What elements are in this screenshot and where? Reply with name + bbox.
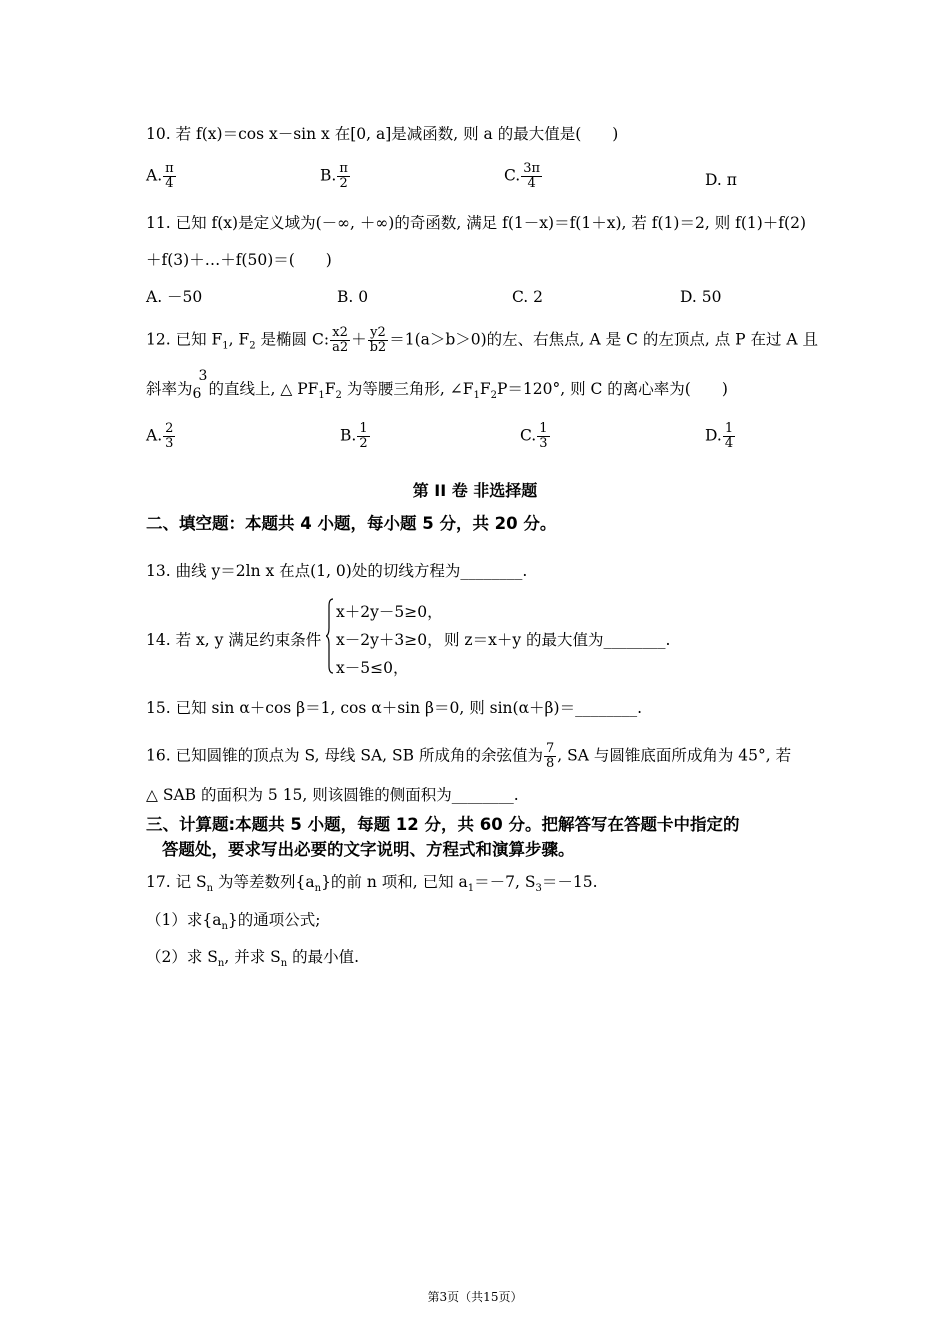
ellipse-y-fraction: $\frac{y2}{b2}$ xyxy=(369,325,387,355)
fraction: $\frac{1}{3}$ xyxy=(539,421,548,451)
section-3-heading-line2: 答题处，要求写出必要的文字说明、方程式和演算步骤。 xyxy=(162,840,575,859)
option-label: B. xyxy=(320,166,337,185)
q10-option-d: D. π xyxy=(705,171,737,189)
question-10: 10. 若 f(x)＝cos x－sin x 在[0, a]是减函数, 则 a 的最大值是( ) xyxy=(146,125,619,143)
question-11-line1: 11. 已知 f(x)是定义域为(－∞, ＋∞)的奇函数, 满足 f(1－x)＝f(1＋x), 若 f(1)＝2, 则 f(1)＋f(2) xyxy=(146,214,807,232)
question-16-line1: 16. 已知圆锥的顶点为 S, 母线 SA, SB 所成角的余弦值为 $\frac{7}{8}$ , SA 与圆锥底面所成角为 45°, 若 xyxy=(146,741,792,771)
question-17-part-1: （1）求$\{a_n\}$的通项公式; xyxy=(146,911,321,933)
q10-option-c xyxy=(504,162,543,191)
q14-constraint-2: x－2y＋3≥0， xyxy=(336,631,443,649)
fraction: $\frac{2}{3}$ xyxy=(165,421,174,451)
left-brace-icon xyxy=(326,598,334,674)
question-14-lead: 14. 若 x, y 满足约束条件 xyxy=(146,631,322,649)
q11-option-a: A. －50 xyxy=(146,288,203,306)
q14-constraint-3: x－5≤0， xyxy=(336,659,409,677)
q12-option-a: A. $\frac{2}{3}$ xyxy=(146,421,174,451)
q12-option-b: B. $\frac{1}{2}$ xyxy=(340,421,368,451)
part-2-title: 第 II 卷 非选择题 xyxy=(412,481,538,500)
question-17-part-2: （2）求 $S_n$, 并求 $S_n$ 的最小值. xyxy=(146,948,360,970)
q12-option-d: D. $\frac{1}{4}$ xyxy=(705,421,734,451)
question-12-line2: 斜率为 3 6 的直线上, △ $PF_1F_2$ 为等腰三角形, $\angle F_1F_2P=120^\circ$, 则 C 的离心率为( ) xyxy=(146,368,728,402)
fraction: $\frac{1}{2}$ xyxy=(359,421,368,451)
fraction: $\frac{\pi}{2}$ xyxy=(339,161,348,191)
question-12-line1: 12. 已知 $F_1$, $F_2$ 是椭圆 C: $\frac{x2}{a2}$ ＋ $\frac{y2}{b2}$ ＝1(a＞b＞0)的左、右焦点, A 是 C 的左顶点, 点 P 在过 A 且 xyxy=(146,325,819,355)
question-15: 15. 已知 sin α＋cos β＝1, cos α＋sin β＝0, 则 sin(α＋β)＝________. xyxy=(146,699,642,717)
option-label: A. xyxy=(146,166,163,185)
section-3-heading-line1: 三、计算题:本题共 5 小题，每题 12 分，共 60 分。把解答写在答题卡中指定的 xyxy=(146,815,740,834)
fraction: $\frac{\pi}{4}$ xyxy=(165,161,174,191)
question-16-line2: △ SAB 的面积为 5 15, 则该圆锥的侧面积为________. xyxy=(146,786,519,804)
fraction: $\frac{3\pi}{4}$ xyxy=(523,161,541,191)
question-13: 13. 曲线 y＝2ln x 在点(1, 0)处的切线方程为________. xyxy=(146,562,528,580)
option-label: C. xyxy=(504,166,521,185)
fraction: $\frac{7}{8}$ xyxy=(545,741,555,771)
question-17: 17. 记 $S_n$ 为等差数列$\{a_n\}$的前 n 项和, 已知 $a_1=-7$, $S_3=-15$. xyxy=(146,873,598,895)
page-footer: 第3页（共15页） xyxy=(427,1290,523,1304)
slope-value: 3 6 xyxy=(192,368,208,402)
q11-option-d: D. 50 xyxy=(680,288,722,306)
q10-option-b xyxy=(320,162,351,191)
q11-option-c: C. 2 xyxy=(512,288,544,306)
section-2-heading: 二、填空题：本题共 4 小题，每小题 5 分，共 20 分。 xyxy=(146,514,557,533)
question-11-line2: ＋f(3)＋…＋f(50)＝( ) xyxy=(146,251,332,269)
ellipse-x-fraction: $\frac{x2}{a2}$ xyxy=(332,325,349,355)
q14-constraint-1: x＋2y－5≥0， xyxy=(336,603,443,621)
q12-option-c: C. $\frac{1}{3}$ xyxy=(520,421,548,451)
q11-option-b: B. 0 xyxy=(337,288,369,306)
q10-option-a xyxy=(146,162,177,191)
fraction: $\frac{1}{4}$ xyxy=(724,421,734,451)
question-14-tail: 则 z＝x＋y 的最大值为________. xyxy=(444,631,671,649)
